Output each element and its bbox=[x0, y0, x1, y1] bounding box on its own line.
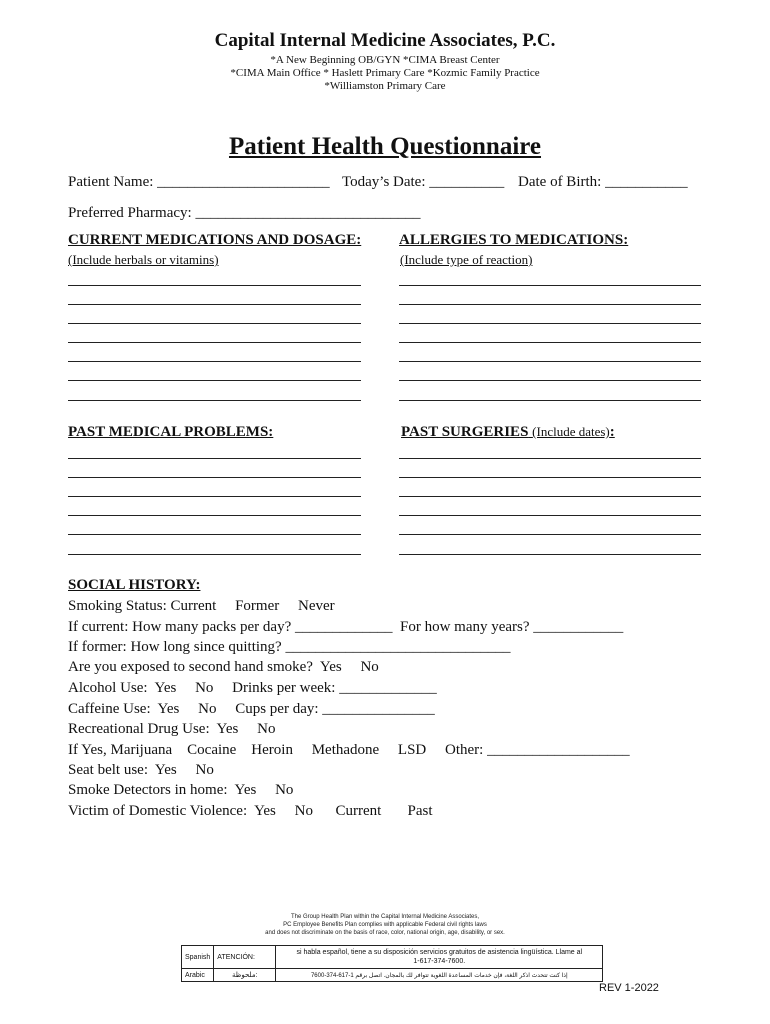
arabic-label: Arabic bbox=[182, 969, 214, 982]
allergy-line[interactable] bbox=[399, 323, 701, 324]
page-title: Patient Health Questionnaire bbox=[228, 133, 542, 160]
language-assistance-table bbox=[181, 945, 603, 982]
allergy-line[interactable] bbox=[399, 304, 701, 305]
medication-line[interactable] bbox=[68, 361, 361, 362]
smoke-detectors[interactable]: Smoke Detectors in home: Yes No bbox=[68, 782, 294, 798]
past-medical-line[interactable] bbox=[68, 534, 361, 535]
allergy-line[interactable] bbox=[399, 285, 701, 286]
second-hand-smoke[interactable]: Are you exposed to second hand smoke? Yes No bbox=[68, 659, 379, 675]
past-medical-line[interactable] bbox=[68, 554, 361, 555]
medications-note: (Include herbals or vitamins) bbox=[68, 252, 219, 267]
medication-line[interactable] bbox=[68, 342, 361, 343]
medication-line[interactable] bbox=[68, 323, 361, 324]
packs-per-day[interactable]: If current: How many packs per day? _____________ For how many years? ____________ bbox=[68, 619, 624, 635]
patient-name-field[interactable]: Patient Name: _______________________ bbox=[68, 174, 330, 190]
org-name: Capital Internal Medicine Associates, P.C. bbox=[214, 30, 556, 51]
spanish-text bbox=[276, 946, 603, 969]
past-surgery-line[interactable] bbox=[399, 458, 701, 459]
seat-belt-use[interactable]: Seat belt use: Yes No bbox=[68, 762, 214, 778]
past-surgery-line[interactable] bbox=[399, 496, 701, 497]
date-of-birth-field[interactable]: Date of Birth: ___________ bbox=[518, 174, 688, 190]
arabic-attention: ملحوظة: bbox=[214, 969, 276, 982]
revision-label: REV 1-2022 bbox=[599, 982, 659, 994]
allergy-line[interactable] bbox=[399, 361, 701, 362]
social-history-heading: SOCIAL HISTORY: bbox=[68, 577, 201, 593]
medication-line[interactable] bbox=[68, 380, 361, 381]
spanish-text-line-2: 1-617-374-7600. bbox=[413, 958, 466, 965]
medication-line[interactable] bbox=[68, 304, 361, 305]
arabic-text: إذا كنت تتحدث اذكر اللغة، فإن خدمات المساعدة اللغوية تتوافر لك بالمجان. اتصل برقم 1-617-374-7600 bbox=[276, 969, 603, 982]
past-medical-line[interactable] bbox=[68, 515, 361, 516]
allergy-line[interactable] bbox=[399, 342, 701, 343]
preferred-pharmacy-field[interactable]: Preferred Pharmacy: ______________________________ bbox=[68, 205, 421, 221]
past-medical-line[interactable] bbox=[68, 496, 361, 497]
past-medical-heading: PAST MEDICAL PROBLEMS: bbox=[68, 424, 274, 440]
past-surgery-line[interactable] bbox=[399, 477, 701, 478]
allergies-heading: ALLERGIES TO MEDICATIONS: bbox=[399, 232, 629, 248]
locations-line-2: *CIMA Main Office * Haslett Primary Care *Kozmic Family Practice bbox=[230, 67, 540, 79]
recreational-drug-use[interactable]: Recreational Drug Use: Yes No bbox=[68, 721, 276, 737]
allergies-note: (Include type of reaction) bbox=[400, 252, 533, 267]
domestic-violence[interactable]: Victim of Domestic Violence: Yes No Current Past bbox=[68, 803, 433, 819]
past-surgeries-heading: PAST SURGERIES bbox=[401, 424, 529, 440]
notice-line-1: The Group Health Plan within the Capital Internal Medicine Associates, bbox=[290, 914, 480, 920]
time-since-quitting[interactable]: If former: How long since quitting? ______________________________ bbox=[68, 639, 511, 655]
smoking-status[interactable]: Smoking Status: Current Former Never bbox=[68, 598, 335, 614]
notice-line-3: and does not discriminate on the basis of race, color, national origin, age, disability, or sex. bbox=[265, 930, 505, 936]
past-surgery-line[interactable] bbox=[399, 515, 701, 516]
drug-types[interactable]: If Yes, Marijuana Cocaine Heroin Methadone LSD Other: ___________________ bbox=[68, 742, 630, 758]
alcohol-use[interactable]: Alcohol Use: Yes No Drinks per week: _____________ bbox=[68, 680, 437, 696]
notice-line-2: PC Employee Benefits Plan complies with applicable Federal civil rights laws bbox=[283, 922, 487, 928]
spanish-attention: ATENCIÓN: bbox=[214, 946, 276, 969]
todays-date-field[interactable]: Today’s Date: __________ bbox=[342, 174, 505, 190]
past-medical-line[interactable] bbox=[68, 477, 361, 478]
caffeine-use[interactable]: Caffeine Use: Yes No Cups per day: _______________ bbox=[68, 701, 435, 717]
past-surgery-line[interactable] bbox=[399, 534, 701, 535]
spanish-label: Spanish bbox=[182, 946, 214, 969]
allergy-line[interactable] bbox=[399, 400, 701, 401]
locations-line-3: *Williamston Primary Care bbox=[324, 80, 446, 92]
arabic-row bbox=[182, 969, 603, 982]
spanish-text-line-1: si habla español, tiene a su disposición servicios gratuitos de asistencia lingüística. Llame al bbox=[296, 949, 583, 956]
past-medical-line[interactable] bbox=[68, 458, 361, 459]
past-surgeries-colon: : bbox=[609, 424, 615, 440]
medications-heading: CURRENT MEDICATIONS AND DOSAGE: bbox=[68, 232, 362, 248]
past-surgery-line[interactable] bbox=[399, 554, 701, 555]
medication-line[interactable] bbox=[68, 400, 361, 401]
locations-line-1: *A New Beginning OB/GYN *CIMA Breast Center bbox=[270, 54, 500, 66]
spanish-row bbox=[182, 946, 603, 969]
past-surgeries-heading-group bbox=[401, 424, 615, 441]
medication-line[interactable] bbox=[68, 285, 361, 286]
allergy-line[interactable] bbox=[399, 380, 701, 381]
past-surgeries-note: (Include dates) bbox=[532, 424, 610, 439]
